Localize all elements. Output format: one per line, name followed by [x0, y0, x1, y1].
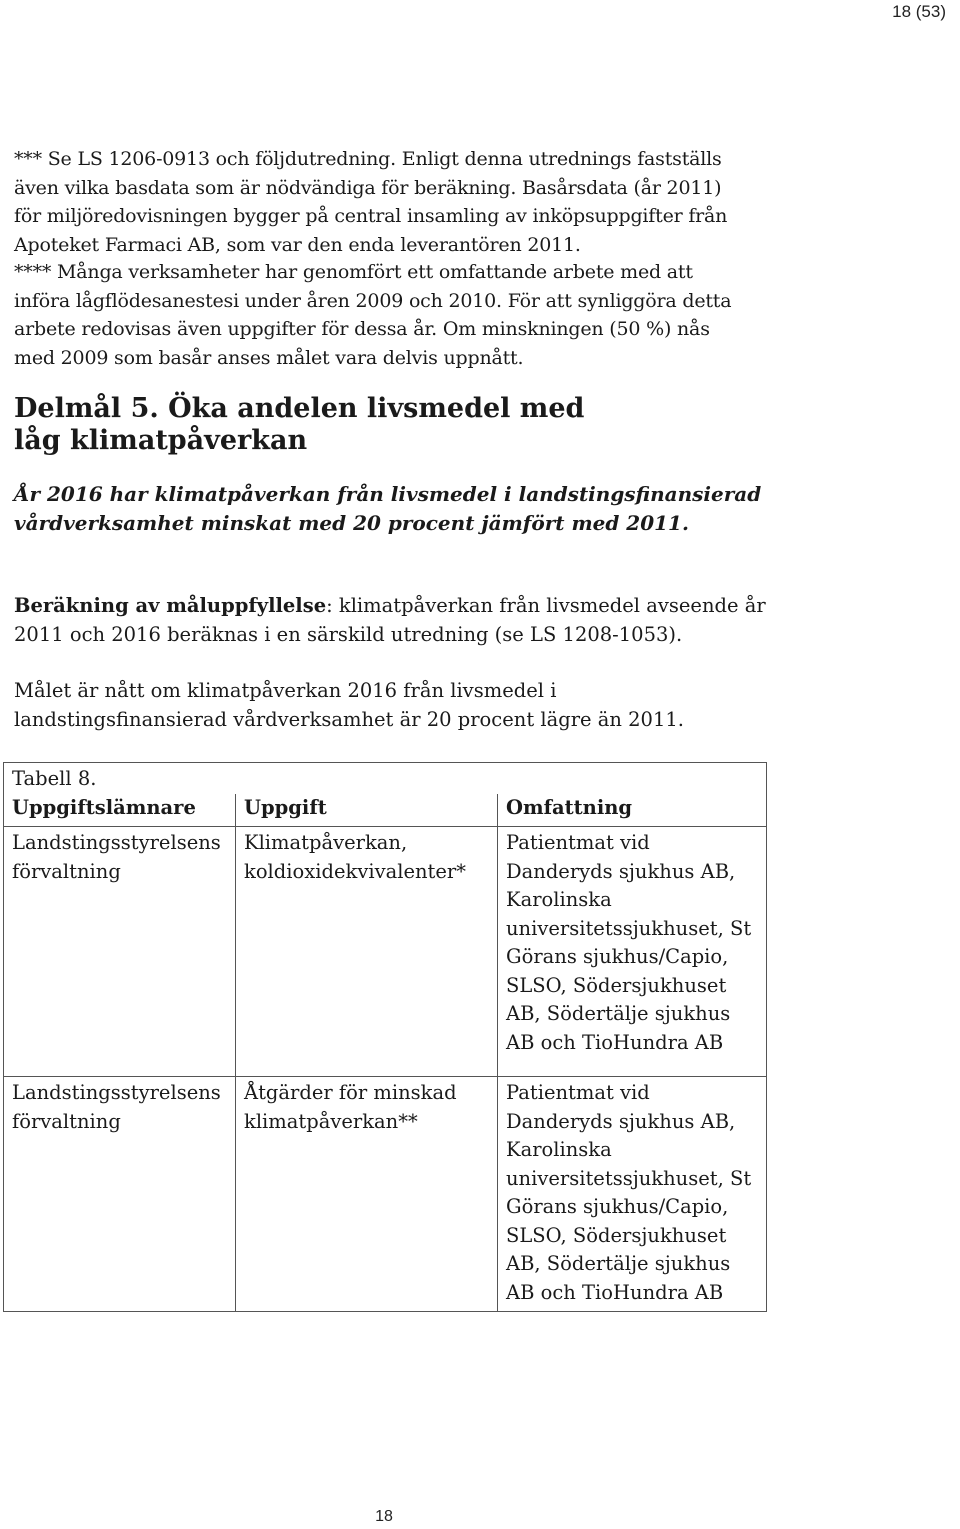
- table-8: [3, 762, 767, 1312]
- calculation-text: : klimatpåverkan från livsmedel avseende år 2011 och 2016 beräknas i en särskild utredning (se LS 1208-1053).: [14, 594, 766, 646]
- footnote-4: **** Många verksamheter har genomfört ett omfattande arbete med att införa lågflödesanestesi under åren 2009 och 2010. För att synliggöra detta arbete redovisas även uppgifter för dessa år. Om minskningen (50 %) nås med 2009 som basår anses målet vara delvis uppnått.: [14, 261, 732, 369]
- goal-statement: År 2016 har klimatpåverkan från livsmedel i landstingsfinansierad vårdverksamhet minskat med 20 procent jämfört med 2011.: [14, 482, 762, 535]
- calculation-label: Beräkning av måluppfyllelse: [14, 594, 327, 617]
- table-row: [4, 1077, 767, 1312]
- cell-provider: Landstingsstyrelsens förvaltning: [4, 827, 236, 1077]
- header-omfattning: Omfattning: [498, 794, 767, 827]
- cell-scope: Patientmat vid Danderyds sjukhus AB, Karolinska universitetssjukhuset, St Görans sjukhus/Capio, SLSO, Södersjukhuset AB, Södertälje sjukhus AB och TioHundra AB: [498, 827, 767, 1077]
- calculation-paragraph: [14, 592, 774, 649]
- page-label: 18 (53): [892, 2, 946, 21]
- header-uppgiftslamnare: Uppgiftslämnare: [4, 794, 236, 827]
- table-row: [4, 827, 767, 1077]
- table-header-row: [4, 794, 767, 827]
- header-uppgift: Uppgift: [236, 794, 498, 827]
- footnote-3: *** Se LS 1206-0913 och följdutredning. Enligt denna utrednings fastställs även vilka basdata som är nödvändiga för beräkning. Basårsdata (år 2011) för miljöredovisningen bygger på central insamling av inköpsuppgifter från Apoteket Farmaci AB, som var den enda leverantören 2011.: [14, 148, 728, 256]
- table-caption: Tabell 8.: [4, 763, 767, 794]
- cell-scope: Patientmat vid Danderyds sjukhus AB, Karolinska universitetssjukhuset, St Görans sjukhus/Capio, SLSO, Södersjukhuset AB, Södertälje sjukhus AB och TioHundra AB: [498, 1077, 767, 1312]
- footer-page-number: 18: [375, 1508, 393, 1525]
- section-heading: Delmål 5. Öka andelen livsmedel med låg klimatpåverkan: [14, 393, 585, 456]
- cell-task: Klimatpåverkan, koldioxidekvivalenter*: [236, 827, 498, 1077]
- cell-task: Åtgärder för minskad klimatpåverkan**: [236, 1077, 498, 1312]
- cell-provider: Landstingsstyrelsens förvaltning: [4, 1077, 236, 1312]
- target-paragraph: Målet är nått om klimatpåverkan 2016 från livsmedel i landstingsfinansierad vårdverksamhet är 20 procent lägre än 2011.: [14, 679, 684, 731]
